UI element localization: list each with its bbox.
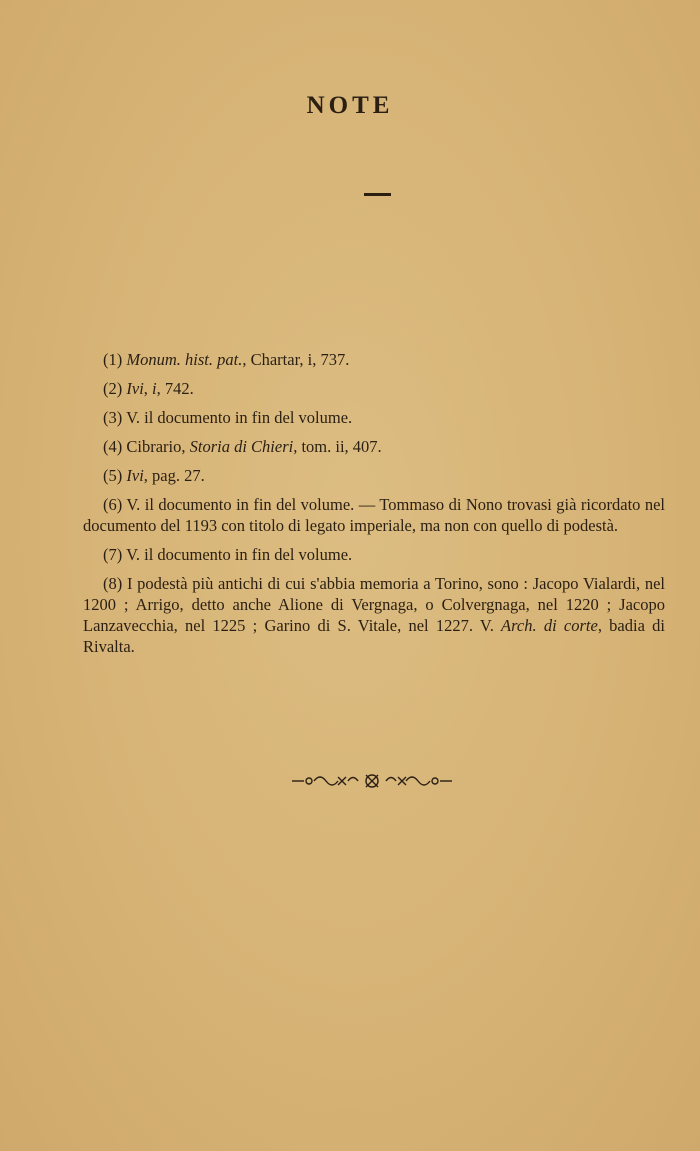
note-text: , 742. xyxy=(156,379,194,398)
note-item xyxy=(83,349,665,370)
note-number: (1) xyxy=(103,350,123,369)
note-italic-text: Storia di Chieri xyxy=(189,437,294,456)
note-italic-text: Arch. di corte xyxy=(501,616,598,635)
note-item xyxy=(83,494,665,536)
note-text: Cibrario, xyxy=(126,437,190,456)
note-text: V. il documento in fin del volume. — Tommaso di Nono trovasi già ricordato nel documento del 1193 con titolo di legato imperiale, ma non con quello di podestà. xyxy=(83,495,666,535)
note-number: (6) xyxy=(103,495,123,514)
note-item xyxy=(83,573,665,657)
note-italic-text: Ivi xyxy=(126,466,144,485)
note-text: , badia di Rivalta. xyxy=(83,616,665,656)
note-text: , xyxy=(143,379,153,398)
note-item xyxy=(83,544,665,565)
note-item xyxy=(83,407,665,428)
title-rule xyxy=(364,193,391,196)
notes-list xyxy=(83,349,665,665)
note-number: (2) xyxy=(103,379,123,398)
note-italic-text: Ivi xyxy=(126,379,144,398)
note-text: I podestà più antichi di cui s'abbia memoria a Torino, sono : Jacopo Vialardi, nel 1200 ; Arrigo, detto anche Alione di Vergnaga, o Colvergnaga, nel 1220 ; Jacopo Lanzavecchia, nel 1225 ; Garino di S. Vitale, nel 1227. V. xyxy=(83,574,666,635)
note-item xyxy=(83,378,665,399)
page-title: NOTE xyxy=(306,92,394,119)
note-text: V. il documento in fin del volume. xyxy=(126,408,353,427)
note-number: (7) xyxy=(103,545,123,564)
note-italic-text: Monum. hist. pat. xyxy=(126,350,243,369)
note-italic-text: i xyxy=(152,379,157,398)
note-text: , tom. ii, 407. xyxy=(293,437,382,456)
note-item xyxy=(83,465,665,486)
note-text: V. il documento in fin del volume. xyxy=(126,545,353,564)
note-text: , Chartar, i, 737. xyxy=(242,350,350,369)
ornament-icon xyxy=(290,771,454,791)
note-number: (8) xyxy=(103,574,123,593)
note-item xyxy=(83,436,665,457)
note-number: (5) xyxy=(103,466,123,485)
note-text: , pag. 27. xyxy=(143,466,205,485)
note-number: (3) xyxy=(103,408,123,427)
note-number: (4) xyxy=(103,437,123,456)
